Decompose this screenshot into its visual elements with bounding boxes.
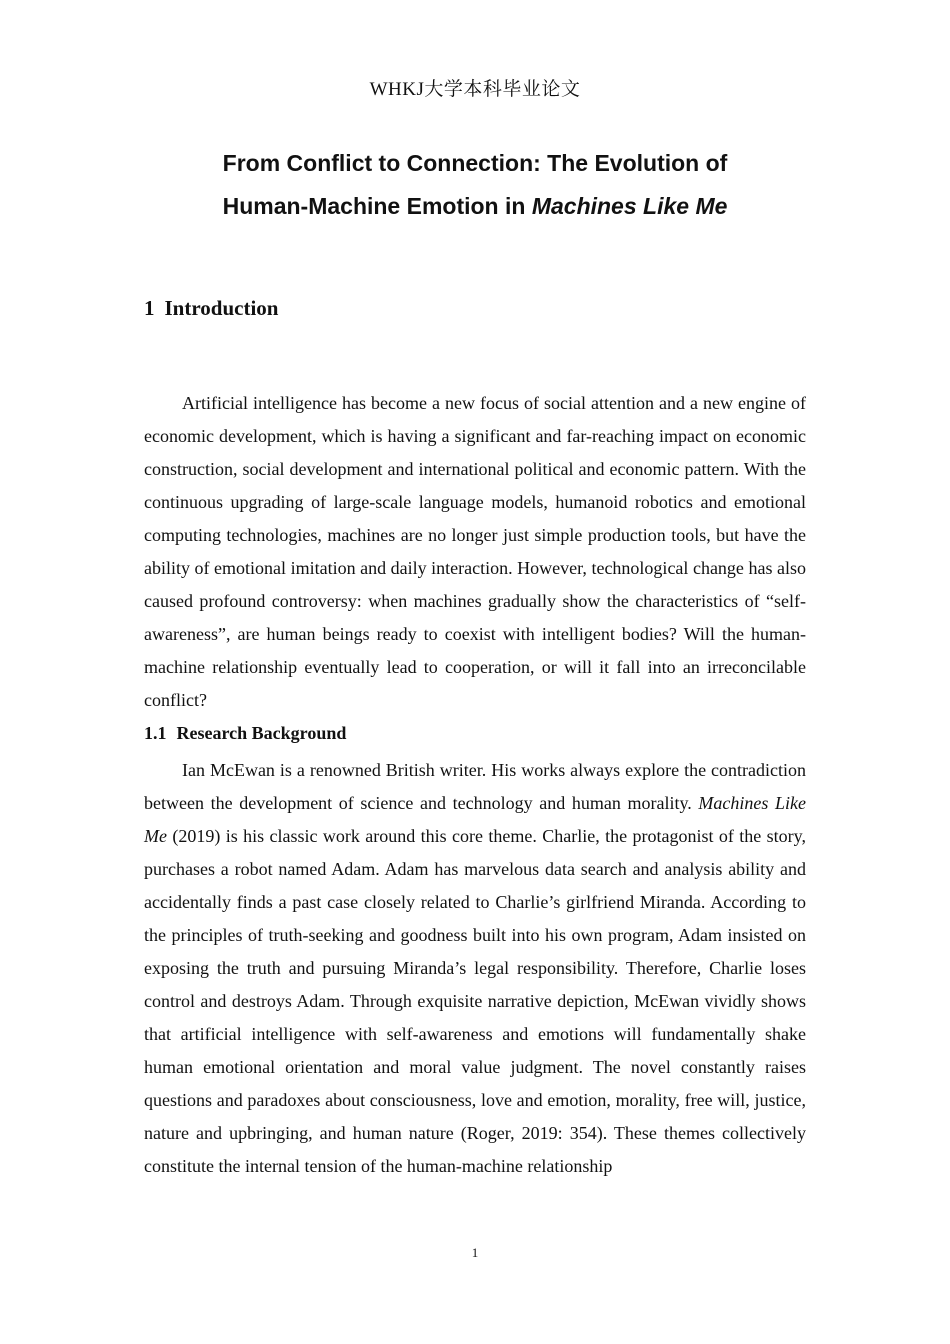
paragraph-part-1: Ian McEwan is a renowned British writer. His works always explore the contradiction between the development of science and technology and human morality. <box>144 760 806 813</box>
title-book-name: Machines Like Me <box>531 193 728 219</box>
title-line-2 <box>120 185 830 228</box>
book-title: Machines Like Me <box>144 793 806 846</box>
page-number: 1 <box>471 1245 479 1260</box>
subsection-title: Research Background <box>176 723 347 743</box>
title-line-2-prefix: Human-Machine Emotion in <box>222 193 532 219</box>
running-header: WHKJ大学本科毕业论文 <box>369 79 581 100</box>
subsection-number: 1.1 <box>144 723 167 743</box>
section-heading <box>144 296 278 321</box>
section-number: 1 <box>144 296 155 320</box>
introduction-paragraph <box>144 387 806 717</box>
title-line-1: From Conflict to Connection: The Evolution of <box>222 150 728 176</box>
background-paragraph <box>144 754 806 1183</box>
paper-title <box>120 142 830 228</box>
subsection-heading <box>144 723 346 744</box>
paragraph-part-2: (2019) is his classic work around this core theme. Charlie, the protagonist of the story, purchases a robot named Adam. Adam has marvelous data search and analysis ability and accidentally finds a past case closely related to Charlie’s girlfriend Miranda. According to the principles of truth-seeking and goodness built into his own program, Adam insisted on exposing the truth and pursuing Miranda’s legal responsibility. Therefore, Charlie loses control and destroys Adam. Through exquisite narrative depiction, McEwan vividly shows that artificial intelligence with self-awareness and emotions will fundamentally shake human emotional orientation and moral value judgment. The novel constantly raises questions and paradoxes about consciousness, love and emotion, morality, free will, justice, nature and upbringing, and human nature (Roger, 2019: 354). These themes collectively constitute the internal tension of the human-machine relationship <box>144 826 806 1176</box>
paragraph-text <box>144 754 806 1183</box>
section-title: Introduction <box>164 296 279 320</box>
paragraph-text: Artificial intelligence has become a new focus of social attention and a new engine of economic development, which is having a significant and far-reaching impact on economic construction, social development and international political and economic pattern. With the continuous upgrading of large-scale language models, humanoid robotics and emotional computing technologies, machines are no longer just simple production tools, but have the ability of emotional imitation and daily interaction. However, technological change has also caused profound controversy: when machines gradually show the characteristics of “self-awareness”, are human beings ready to coexist with intelligent bodies? Will the human-machine relationship eventually lead to cooperation, or will it fall into an irreconcilable conflict? <box>144 393 806 710</box>
